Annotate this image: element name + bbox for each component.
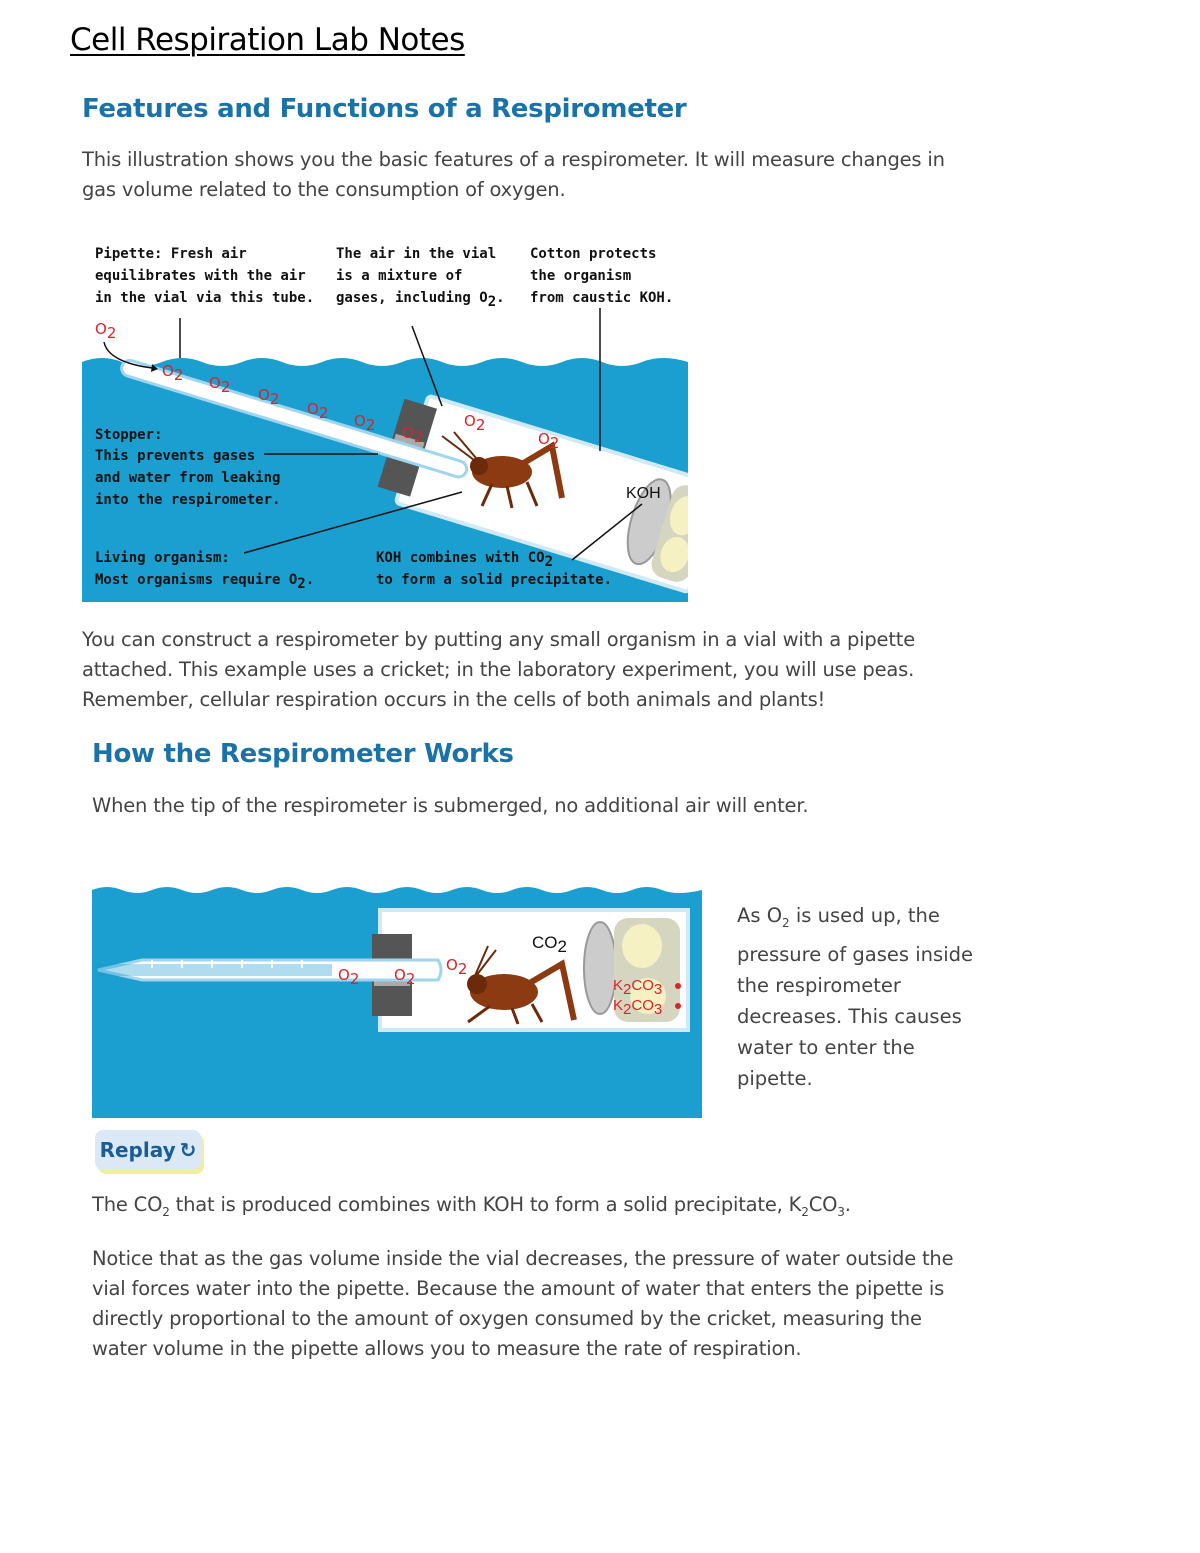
svg-text:O2: O2 (307, 400, 329, 422)
pipette-label-line2: equilibrates with the air (95, 268, 306, 284)
svg-text:O2: O2 (402, 424, 424, 446)
svg-text:O2: O2 (446, 956, 468, 978)
air-label-line3: gases, including O (336, 290, 488, 306)
replay-icon: ↻ (179, 1138, 197, 1162)
cotton-label-line1: Cotton protects (530, 246, 657, 262)
koh-label-sub: 2 (544, 554, 554, 570)
svg-text:O2: O2 (258, 386, 280, 408)
air-label-line2: is a mixture of (336, 268, 463, 284)
pipette-water-column (96, 964, 332, 976)
how-it-works-intro: When the tip of the respirometer is submerged, no additional air will enter. (92, 794, 809, 817)
svg-text:O2: O2 (394, 966, 416, 988)
pipette-label-line1: Pipette: Fresh air (95, 246, 247, 262)
replay-label: Replay (99, 1138, 176, 1162)
cotton-label-line3: from caustic KOH. (530, 290, 674, 306)
svg-text:O2: O2 (338, 966, 360, 988)
svg-text:O2: O2 (354, 412, 376, 434)
koh-label-line1: KOH combines with CO (376, 550, 545, 566)
construct-respirometer-text: You can construct a respirometer by putting any small organism in a vial with a pipette attached. This example uses a cricket; in the laboratory experiment, you will use peas. Remember, cellular respiration occurs in the cells of both animals and plants! (82, 628, 916, 711)
section-heading-how-it-works: How the Respirometer Works (92, 739, 514, 769)
closing-explanation-text: Notice that as the gas volume inside the vial decreases, the pressure of water outside the vial forces water into the pipette. Because the amount of water that enters the pipette is directly proportional to the amount of oxygen consumed by the cricket, measuring the water volume in the pipette allows you to measure the rate of respiration. (92, 1247, 954, 1360)
pressure-explanation-text: As $O_2$ is used up, the pressure of gases inside the respirometer decreases. This causes water to enter the pipette. (737, 904, 973, 1090)
organism-label-sub: 2 (297, 576, 306, 592)
koh-label-line2: to form a solid precipitate. (376, 572, 613, 588)
svg-text:Most organisms require O2.: Most organisms require O2. (95, 572, 315, 592)
cotton (584, 922, 616, 1014)
svg-text:gases, including O2.: gases, including O2. (336, 290, 505, 310)
features-intro-text: This illustration shows you the basic features of a respirometer. It will measure changes in gas volume related to the consumption of oxygen. (82, 148, 945, 201)
document-title: Cell Respiration Lab Notes (70, 22, 465, 58)
respirometer-working-diagram (92, 884, 702, 1118)
stopper-label-line2: This prevents gases (95, 448, 256, 464)
respirometer-features-diagram (82, 236, 688, 602)
svg-text:O2: O2 (464, 412, 486, 434)
k2co3-label-1: K2CO3 (613, 977, 663, 998)
co2-precipitate-text: The $CO_2$ that is produced combines with KOH to form a solid precipitate, $K_2CO_3$. (92, 1193, 851, 1219)
co2-label: CO2 (532, 933, 567, 956)
replay-button[interactable] (95, 1130, 201, 1170)
pipette-label-line3: in the vial via this tube. (95, 290, 315, 306)
stopper-label-line4: into the respirometer. (95, 492, 281, 508)
air-label-sub: 2 (487, 294, 497, 310)
stopper-label-line1: Stopper: (95, 427, 163, 443)
stopper-label-line3: and water from leaking (95, 470, 281, 486)
k2co3-label-2: K2CO3 (613, 997, 663, 1018)
svg-text:O2: O2 (538, 430, 560, 452)
svg-text:O2: O2 (95, 320, 117, 342)
cotton-label-line2: the organism (530, 268, 632, 284)
svg-text:O2: O2 (209, 374, 231, 396)
section-heading-features: Features and Functions of a Respirometer (82, 94, 687, 124)
organism-label-line2: Most organisms require O (95, 572, 298, 588)
organism-label-line1: Living organism: (95, 550, 230, 566)
air-label-line1: The air in the vial (336, 246, 497, 262)
svg-text:O2: O2 (162, 362, 184, 384)
koh-text: KOH (626, 485, 661, 502)
